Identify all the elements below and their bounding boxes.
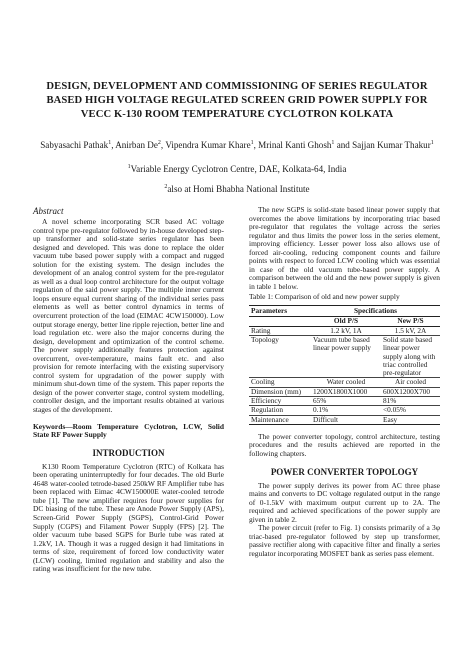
author-name: and Sajjan Kumar Thakur: [336, 140, 431, 150]
cell-old: Difficult: [311, 415, 381, 424]
table-row: [249, 406, 440, 415]
comparison-intro-paragraph: The new SGPS is solid-state based linear power supply that overcomes the above limitations by incorporating triac based pre-regulator that regulates the voltage across the series regulator and thus limits the power loss in the series element, improving efficiency. Lesser power loss also allows use of forced air-cooling, reducing component counts and failure points with respect to forced LCW cooling which was essential in case of the old vacuum tube-based power supply. A comparison between the old and the new power supply is given in table 1 below.: [249, 205, 440, 291]
table-row: [249, 415, 440, 424]
cell-new: 600X1200X700: [381, 387, 440, 396]
cell-old: 0.1%: [311, 406, 381, 415]
author-separator: ,: [160, 140, 166, 150]
cell-param: Cooling: [249, 378, 311, 387]
cell-param: Topology: [249, 335, 311, 377]
affiliation-2: [40, 184, 434, 196]
header-blank: [249, 317, 311, 326]
cell-new: 1.5 kV, 2A: [381, 326, 440, 335]
cell-old: 1.2 kV, 1A: [311, 326, 381, 335]
keywords: Keywords—Room Temperature Cyclotron, LCW, Solid State RF Power Supply: [33, 421, 224, 440]
topology-paragraph-2: The power circuit (refer to Fig. 1) consists primarily of a 3φ triac-based pre-regulator followed by step up transformer, passive rectifier along with capacitive filter and finally a series regulator incorporating MOSFET bank as series pass element.: [249, 523, 440, 558]
header-new: New P/S: [381, 317, 440, 326]
cell-param: Dimension (mm): [249, 387, 311, 396]
cell-old: Water cooled: [311, 378, 381, 387]
author-list: [40, 140, 434, 152]
paper-title: DESIGN, DEVELOPMENT AND COMMISSIONING OF SERIES REGULATOR BASED HIGH VOLTAGE REGULATED SCREEN GRID POWER SUPPLY FOR VECC K-130 ROOM TEMPERATURE CYCLOTRON KOLKATA: [46, 81, 428, 121]
cell-new: Air cooled: [381, 378, 440, 387]
table-row: [249, 378, 440, 387]
cell-old: 65%: [311, 396, 381, 405]
header-specifications: Specifications: [311, 306, 440, 317]
author-name: Anirban De: [115, 140, 158, 150]
table-row: [249, 326, 440, 335]
author-affil-mark: 1: [108, 139, 112, 146]
author-name: Sabyasachi Pathak: [40, 140, 109, 150]
cell-param: Rating: [249, 326, 311, 335]
author-name: Vipendra Kumar Khare: [165, 140, 251, 150]
header-old: Old P/S: [311, 317, 381, 326]
cell-new: 81%: [381, 396, 440, 405]
cell-param: Efficiency: [249, 396, 311, 405]
affil-mark: 1: [127, 163, 131, 170]
abstract-text: A novel scheme incorporating SCR based AC voltage control type pre-regulator followed by in-house developed step-up transformer and solid-state series regulator has been designed and developed. This was done to replace the older vacuum tube based power supply with a compact and rugged solution for the existing system. The design includes the development of an analog control system for the pre-regulator as well as a dual loop control architecture for the output voltage regulation of the said power supply. The multiple inner current loops ensure equal current sharing of the individual series pass elements as well as better control dynamics in terms of overcurrent protection of the load (EIMAC 4CW150000). Low output storage energy, better line ripple rejection, better line and load regulation etc. were also the major concerns during the design, development and optimization of the control scheme. The power supply additionally features protection against overcurrent, over-temperature, mains fault etc. and also provision for remote interfacing with the existing supervisory control system for upgradation of the power supply with minimum shut-down time of the system. This paper reports the design of the power converter stage, control system modelling, controller design, and the important results obtained at various stages of the development.: [33, 217, 224, 415]
affil-text: Variable Energy Cyclotron Centre, DAE, Kolkata-64, India: [130, 164, 347, 174]
author-affil-mark: 2: [157, 139, 161, 146]
cell-param: Maintenance: [249, 415, 311, 424]
introduction-heading: INTRODUCTION: [92, 447, 165, 458]
introduction-paragraph: K130 Room Temperature Cyclotron (RTC) of Kolkata has been operating uninterruptedly for four decades. The old Burle 4648 water-cooled tetrode-based 250kW RF Amplifier tube has been replaced with Eimac 4CW150000E water-cooled tetrode tube [1]. The new amplifier requires four power supplies for DC biasing of the tube. These are Anode Power Supply (APS), Screen-Grid Power Supply (SGPS), Control-Grid Power Supply (CGPS) and Filament Power Supply (FPS) [2]. The older vacuum tube based SGPS for Burle tube was rated at 1.2kV, 1A. Though it was a rugged design it had limitations in terms of size, requirement of forced low conductivity water (LCW) cooling, limited regulation and stability and also the rating was insufficient for the new tube.: [33, 461, 224, 574]
author-affil-mark: 1: [430, 139, 434, 146]
right-column: [249, 206, 440, 558]
left-column: [33, 206, 224, 574]
cell-new: <0.05%: [381, 406, 440, 415]
cell-old: 1200X1800X1000: [311, 387, 381, 396]
table-row: [249, 335, 440, 377]
topology-heading: POWER CONVERTER TOPOLOGY: [270, 466, 419, 477]
table-caption: Table 1: Comparison of old and new power supply: [249, 292, 400, 302]
topology-paragraph-1: The power supply derives its power from AC three phase mains and converts to DC voltage regulated output in the range of 0-1.5kV with maximum output current up to 2A. The required and achieved specifications of the power supply are given in table 2.: [249, 480, 440, 524]
affiliation-1: [40, 164, 434, 176]
table-header-row: [249, 306, 440, 317]
cell-new: Solid state based linear power supply along with triac controlled pre-regulator: [381, 335, 440, 377]
author-affil-mark: 1: [331, 139, 335, 146]
cell-old: Vacuum tube based linear power supply: [311, 335, 381, 377]
cell-param: Regulation: [249, 406, 311, 415]
header-parameters: Parameters: [249, 306, 311, 317]
affil-text: also at Homi Bhabha National Institute: [167, 184, 310, 194]
author-name: Mrinal Kanti Ghosh: [258, 140, 332, 150]
abstract-heading: Abstract: [33, 206, 64, 216]
author-separator: ,: [111, 140, 116, 150]
affil-mark: 2: [164, 183, 168, 190]
comparison-table: [249, 305, 440, 425]
results-paragraph: The power converter topology, control architecture, testing procedures and the results achieved are reported in the following chapters.: [249, 431, 440, 458]
author-affil-mark: 1: [250, 139, 254, 146]
author-separator: ,: [253, 140, 259, 150]
cell-new: Easy: [381, 415, 440, 424]
table-subheader-row: [249, 317, 440, 326]
